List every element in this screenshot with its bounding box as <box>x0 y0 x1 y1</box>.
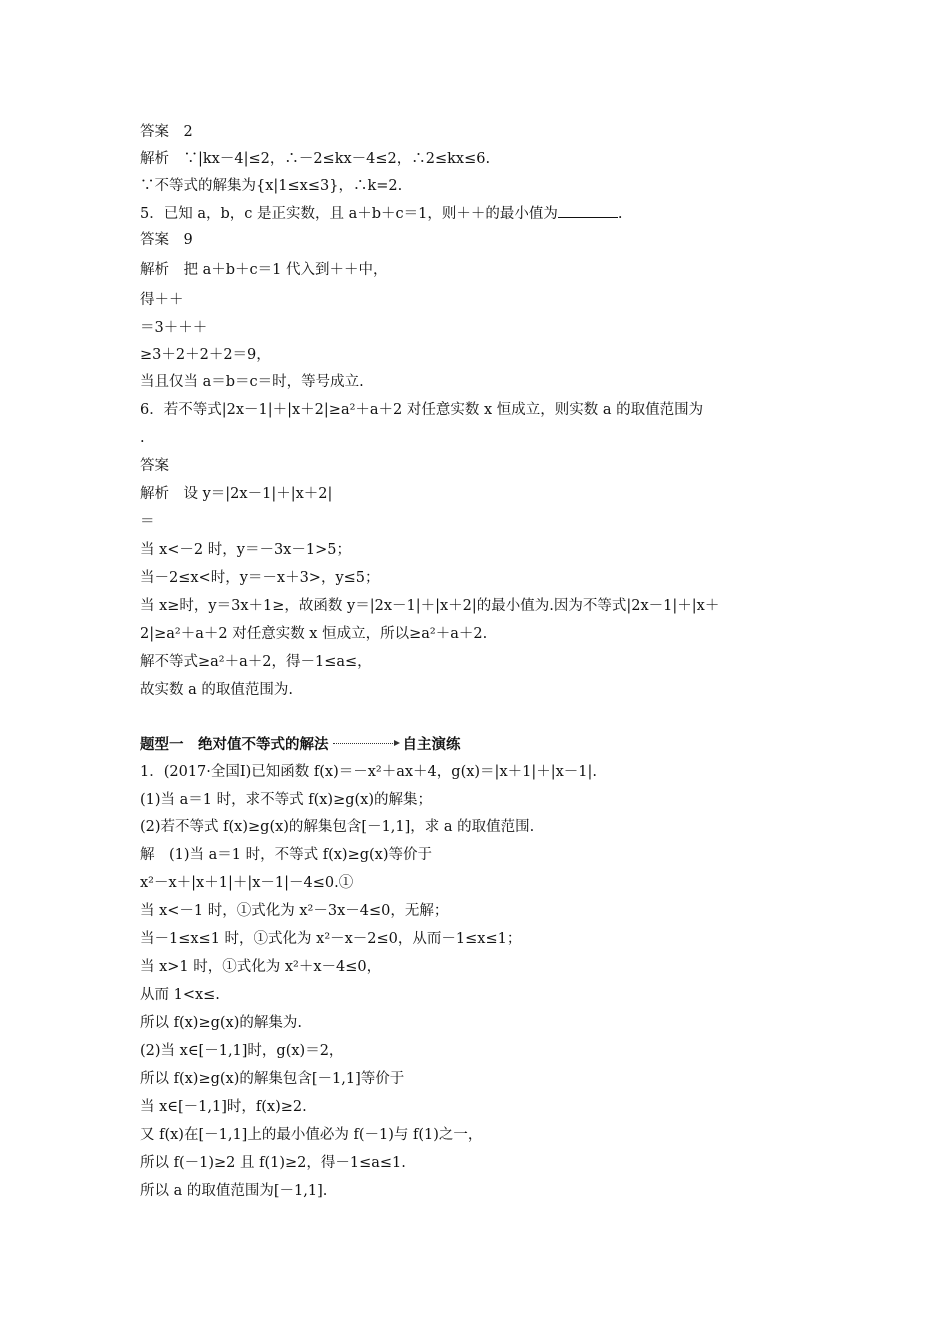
text-line: 当－2≤x<时，y＝－x＋3>，y≤5； <box>140 570 380 586</box>
text-line: 所以 f(x)≥g(x)的解集为. <box>140 1015 302 1031</box>
text-line: x²－x＋|x＋1|＋|x－1|－4≤0.① <box>140 875 354 891</box>
text-line: 当 x>1 时，①式化为 x²＋x－4≤0， <box>140 959 382 975</box>
text-line: ＝3＋＋＋ <box>140 320 208 336</box>
question-1: 1．(2017·全国Ⅰ)已知函数 f(x)＝－x²＋ax＋4，g(x)＝|x＋1|＋|x－1|. <box>140 764 598 780</box>
text-line: 当－1≤x≤1 时，①式化为 x²－x－2≤0，从而－1≤x≤1； <box>140 931 522 947</box>
answer-line: 答案 9 <box>140 232 193 248</box>
text-line: ≥3＋2＋2＋2＝9， <box>140 347 271 363</box>
question-text: 5．已知 a，b，c 是正实数，且 a＋b＋c＝1，则＋＋的最小值为 <box>140 206 558 222</box>
text-line: 又 f(x)在[－1,1]上的最小值必为 f(－1)与 f(1)之一， <box>140 1127 483 1143</box>
analysis-line: 解析 把 a＋b＋c＝1 代入到＋＋中， <box>140 262 388 278</box>
text-line: 所以 a 的取值范围为[－1,1]. <box>140 1183 328 1199</box>
text-line: 当 x<－1 时，①式化为 x²－3x－4≤0，无解； <box>140 903 449 919</box>
text-line: 当 x<－2 时，y＝－3x－1>5； <box>140 542 351 558</box>
question-6: 6．若不等式|2x－1|＋|x＋2|≥a²＋a＋2 对任意实数 x 恒成立，则实数 a 的取值范围为 <box>140 402 704 418</box>
text-line: (1)当 a＝1 时，求不等式 f(x)≥g(x)的解集； <box>140 792 433 808</box>
text-line: . <box>140 430 145 446</box>
solution-line: 解 (1)当 a＝1 时，不等式 f(x)≥g(x)等价于 <box>140 847 433 863</box>
text-line: 所以 f(－1)≥2 且 f(1)≥2，得－1≤a≤1. <box>140 1155 406 1171</box>
text-line: 所以 f(x)≥g(x)的解集包含[－1,1]等价于 <box>140 1071 405 1087</box>
section-heading <box>140 733 461 754</box>
section-title: 题型一 绝对值不等式的解法 <box>140 737 329 753</box>
text-line: 故实数 a 的取值范围为. <box>140 682 293 698</box>
text-line: ∵不等式的解集为{x|1≤x≤3}，∴k=2. <box>140 178 403 194</box>
text-line: (2)当 x∈[－1,1]时，g(x)＝2， <box>140 1043 344 1059</box>
answer-line: 答案 <box>140 458 169 474</box>
text-line: 解不等式≥a²＋a＋2，得－1≤a≤， <box>140 654 372 670</box>
question-5: 5．已知 a，b，c 是正实数，且 a＋b＋c＝1，则＋＋的最小值为 . <box>140 203 622 224</box>
text-line: 2|≥a²＋a＋2 对任意实数 x 恒成立，所以≥a²＋a＋2. <box>140 626 488 642</box>
answer-line: 答案 2 <box>140 124 193 140</box>
arrow-icon <box>333 743 395 744</box>
text-line: 从而 1<x≤. <box>140 987 220 1003</box>
analysis-line: 解析 设 y＝|2x－1|＋|x＋2| <box>140 486 333 502</box>
analysis-line: 解析 ∵|kx－4|≤2，∴－2≤kx－4≤2，∴2≤kx≤6. <box>140 151 491 167</box>
text-line: (2)若不等式 f(x)≥g(x)的解集包含[－1,1]，求 a 的取值范围. <box>140 819 535 835</box>
text-line: 得＋＋ <box>140 292 184 308</box>
text-line: 当 x∈[－1,1]时，f(x)≥2. <box>140 1099 307 1115</box>
section-tag: 自主演练 <box>402 737 461 753</box>
text-line: 当 x≥时，y＝3x＋1≥，故函数 y＝|2x－1|＋|x＋2|的最小值为.因为不等式|2x－1|＋|x＋ <box>140 598 720 614</box>
text-line: ＝ <box>140 514 155 530</box>
answer-blank <box>558 203 618 218</box>
text-line: 当且仅当 a＝b＝c＝时，等号成立. <box>140 374 364 390</box>
